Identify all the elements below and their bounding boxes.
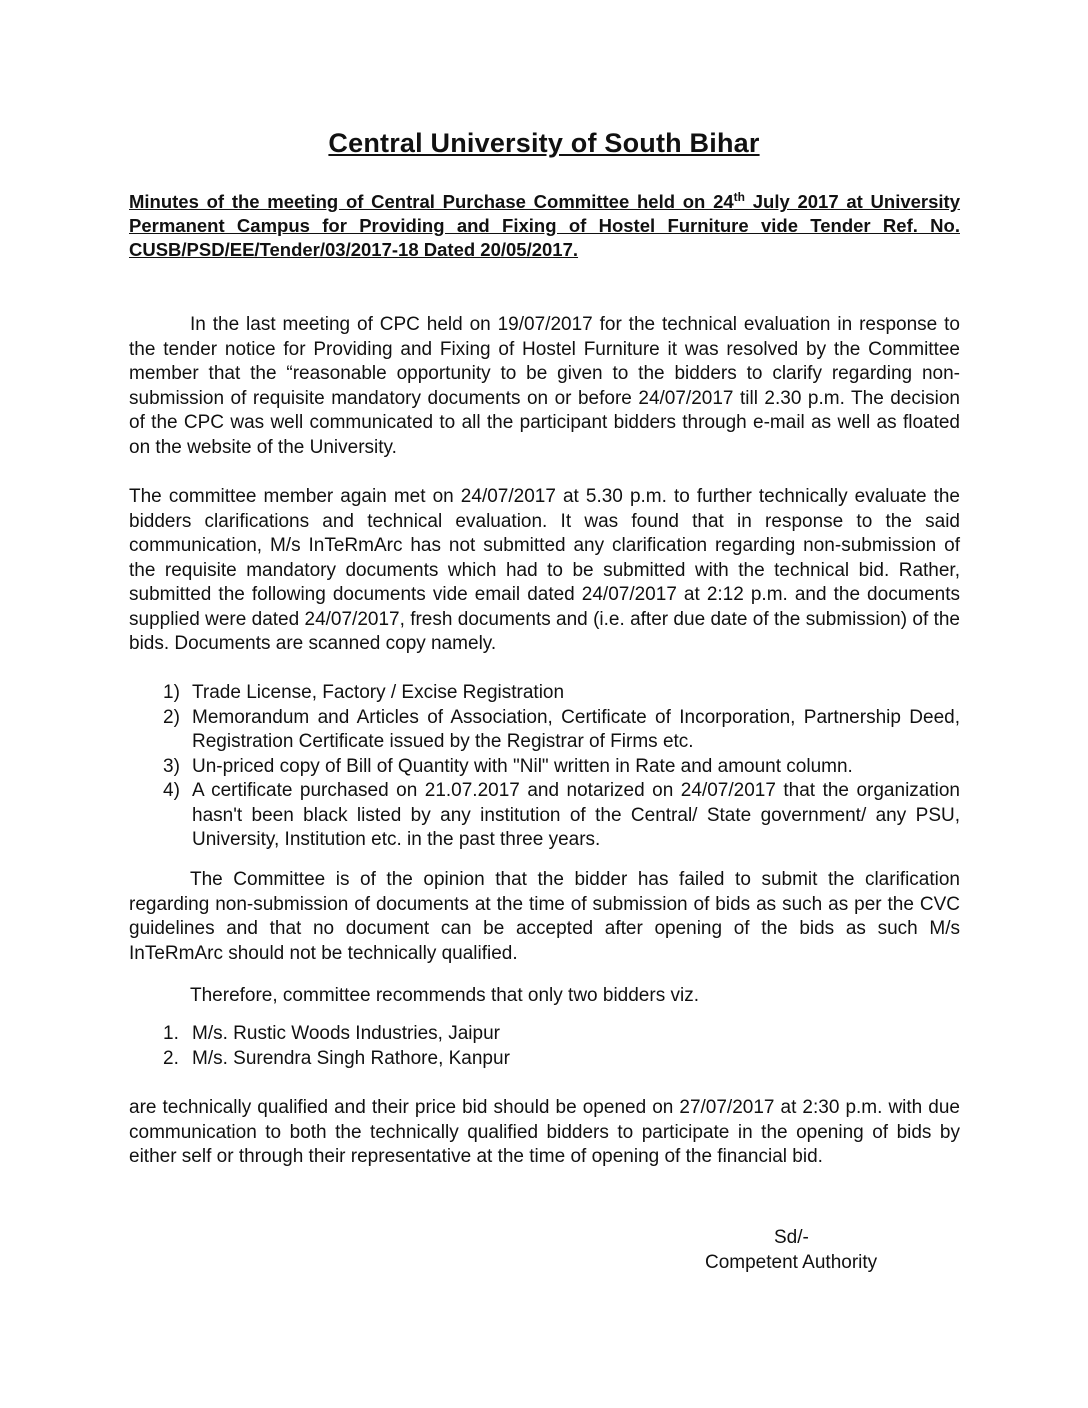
list-item-text: Memorandum and Articles of Association, Certificate of Incorporation, Partnership Deed, Registration Certificate issued by the Registrar of Firms etc.	[192, 706, 960, 752]
paragraph-price-bid-opening: are technically qualified and their price bid should be opened on 27/07/2017 at 2:30 p.m. with due communication to both the technically qualified bidders to participate in the opening of bids by either self or through their representative at the time of opening of the financial bid.	[129, 1097, 960, 1167]
list-item-number: 2)	[163, 706, 180, 728]
signatory-title: Competent Authority	[705, 1252, 878, 1273]
paragraph-previous-meeting: In the last meeting of CPC held on 19/07/2017 for the technical evaluation in response to the tender notice for Providing and Fixing of Hostel Furniture it was resolved by the Committee member that the “reasonable opportunity to be given to the bidders to clarify regarding non-submission of requisite mandatory documents on or before 24/07/2017 till 2.30 p.m. The decision of the CPC was well communicated to all the participant bidders through e-mail as well as floated on the website of the University.	[129, 314, 960, 458]
subject-text-part2: July 2017 at University Permanent Campus for Providing and Fixing of Hostel Furniture vide Tender Ref. No. CUSB/PSD/EE/Tender/03/2017-18 Dated 20/05/2017.	[129, 191, 961, 260]
documents-list	[129, 681, 960, 853]
paragraph-committee-opinion: The Committee is of the opinion that the bidder has failed to submit the clarification regarding non-submission of documents at the time of submission of bids as such as per the CVC guidelines and that no document can be accepted after opening of the bids as such M/s InTeRmArc should not be technically qualified.	[129, 869, 960, 964]
list-item-number: 3)	[163, 755, 180, 777]
list-item	[129, 681, 960, 706]
paragraph-recommendation: Therefore, committee recommends that only two bidders viz.	[190, 985, 699, 1006]
document-title: Central University of South Bihar	[328, 128, 760, 158]
list-item	[129, 706, 960, 755]
list-item	[129, 755, 960, 780]
list-item-number: 1)	[163, 682, 180, 703]
list-item-text: Trade License, Factory / Excise Registration	[192, 682, 565, 703]
list-item	[129, 1047, 960, 1072]
list-item-text: M/s. Surendra Singh Rathore, Kanpur	[192, 1047, 510, 1069]
signature-mark: Sd/-	[774, 1227, 809, 1248]
list-item	[129, 1022, 960, 1047]
list-item-text: A certificate purchased on 21.07.2017 and notarized on 24/07/2017 that the organization hasn't been black listed by any institution of the Central/ State government/ any PSU, University, Institution etc. in the past three years.	[192, 780, 960, 850]
qualified-bidders-list	[129, 1022, 960, 1071]
list-item	[129, 779, 960, 853]
list-item-number: 1.	[163, 1023, 179, 1044]
list-item-text: Un-priced copy of Bill of Quantity with "Nil" written in Rate and amount column.	[192, 755, 853, 777]
paragraph-committee-evaluation: The committee member again met on 24/07/2017 at 5.30 p.m. to further technically evaluate the bidders clarifications and technical evaluation. It was found that in response to the said communication, M/s InTeRmArc has not submitted any clarification regarding non-submission of the requisite mandatory documents which had to be submitted with the technical bid. Rather, submitted the following documents vide email dated 24/07/2017 at 2:12 p.m. and the documents supplied were dated 24/07/2017, fresh documents and (i.e. after due date of the submission) of the bids. Documents are scanned copy namely.	[129, 486, 960, 654]
list-item-number: 2.	[163, 1047, 179, 1069]
list-item-text: M/s. Rustic Woods Industries, Jaipur	[192, 1023, 500, 1044]
subject-superscript: th	[733, 189, 745, 204]
subject-text-part1: Minutes of the meeting of Central Purchase Committee held on 24	[129, 191, 734, 212]
list-item-number: 4)	[163, 780, 180, 801]
meeting-subject	[129, 190, 960, 262]
